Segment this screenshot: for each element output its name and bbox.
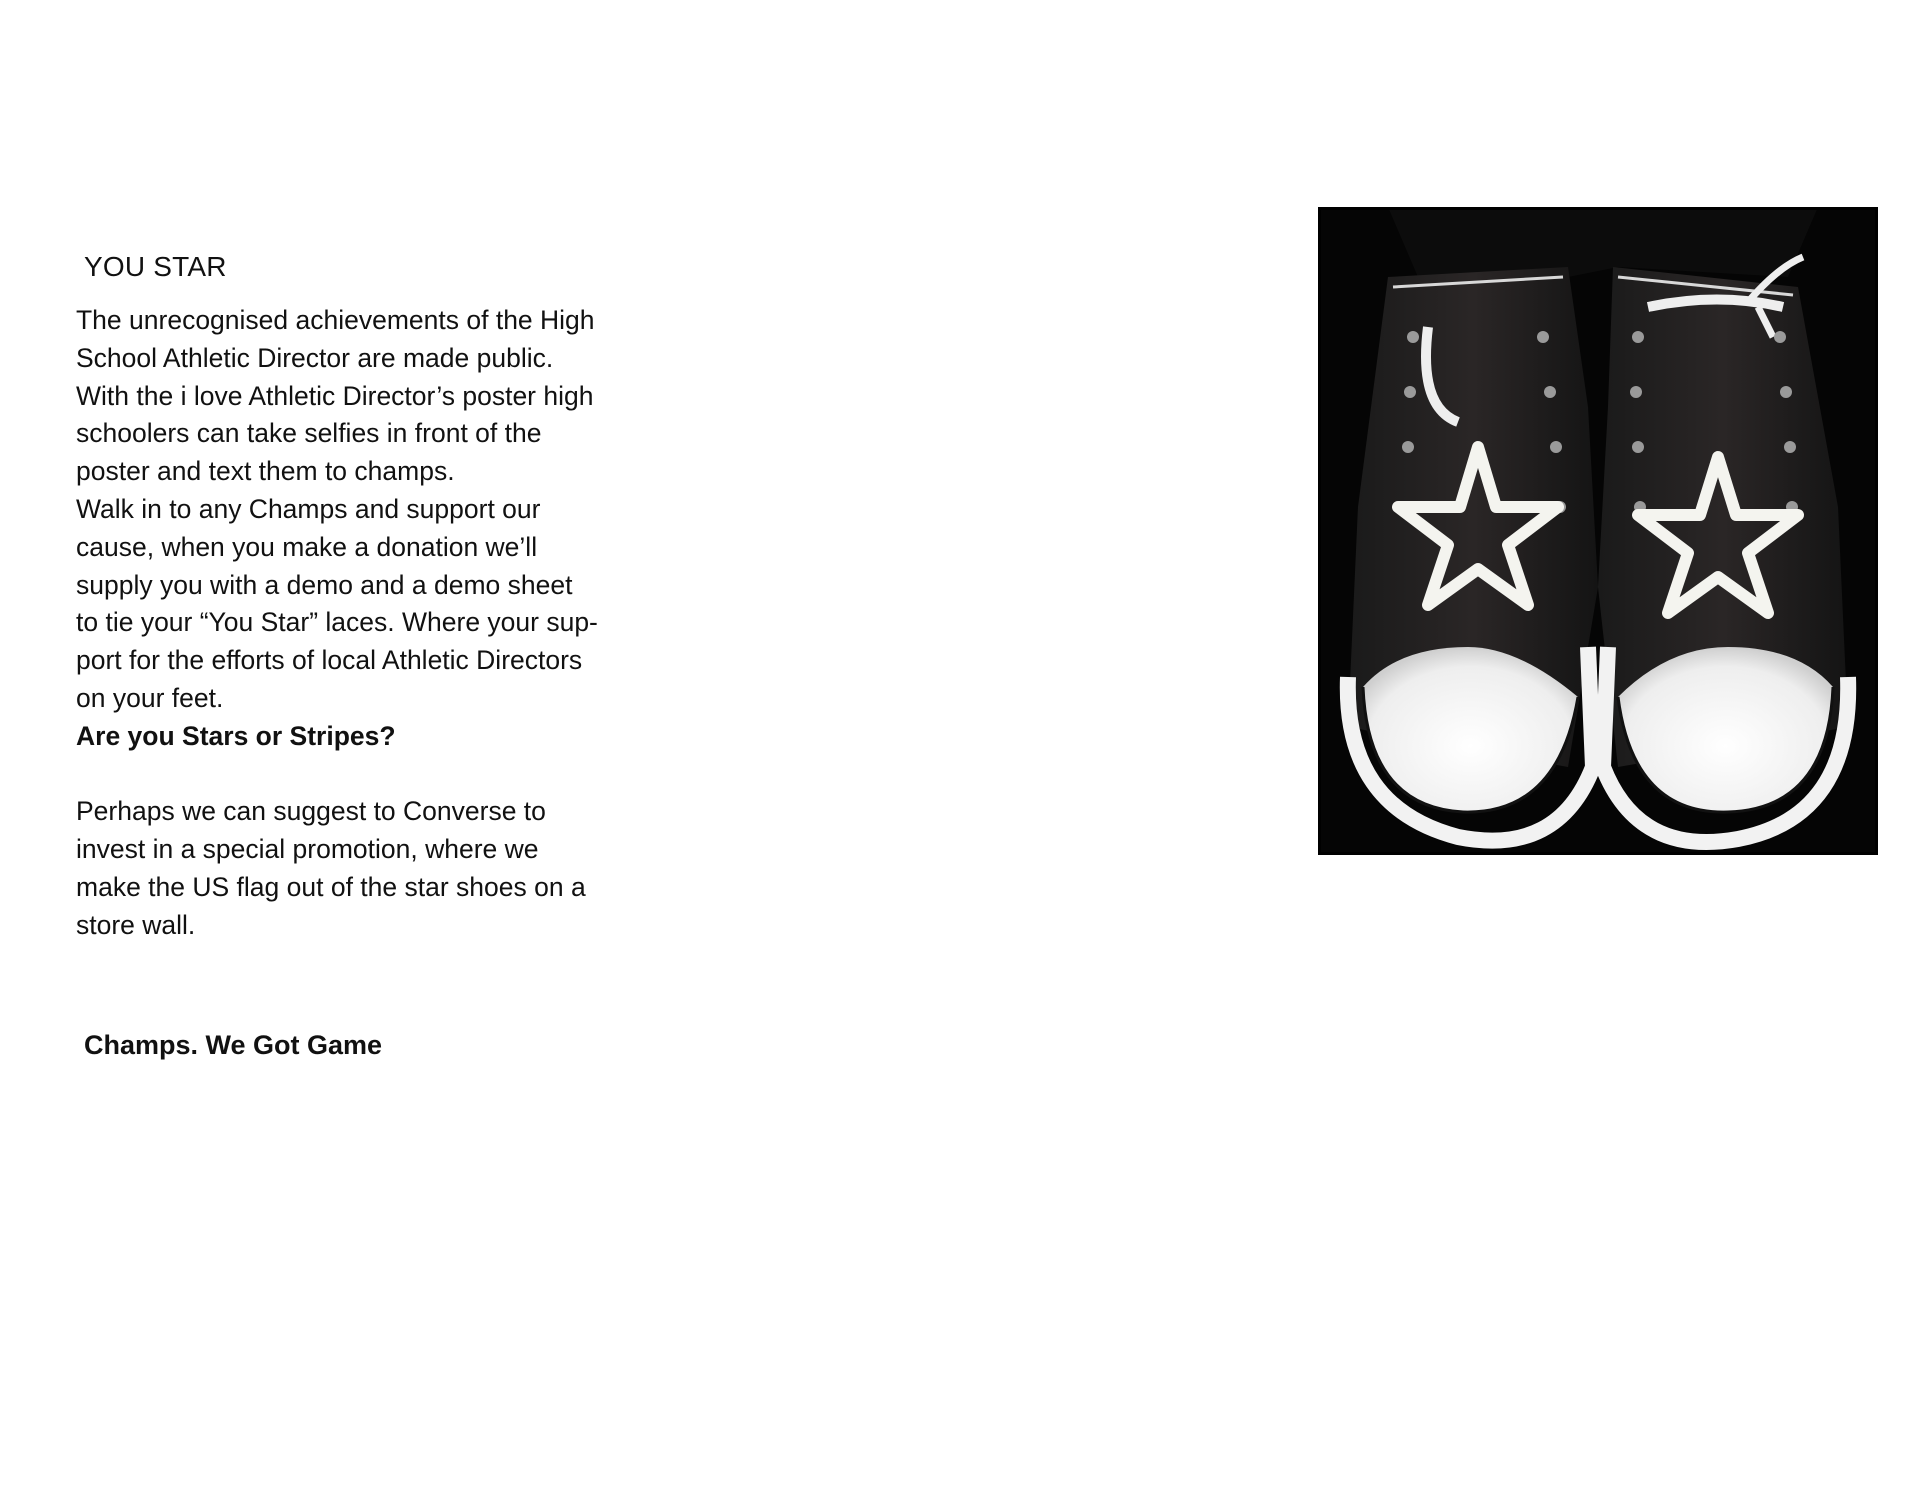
paragraph-line: cause, when you make a donation we’ll <box>76 531 538 562</box>
paragraph-line: on your feet. <box>76 682 224 713</box>
paragraph-spacer <box>76 756 636 794</box>
suggestion-line: make the US flag out of the star shoes on a <box>76 871 586 902</box>
question-line: Are you Stars or Stripes? <box>76 720 396 751</box>
paragraph-line: schoolers can take selfies in front of the <box>76 418 542 449</box>
page-heading: YOU STAR <box>84 251 227 282</box>
sneakers-photo <box>1318 207 1878 855</box>
suggestion-line: invest in a special promotion, where we <box>76 834 539 865</box>
suggestion-line: Perhaps we can suggest to Converse to <box>76 796 546 827</box>
paragraph-line: poster and text them to champs. <box>76 456 455 487</box>
suggestion-line: store wall. <box>76 909 196 940</box>
paragraph-line: School Athletic Director are made public. <box>76 342 554 373</box>
sneakers-illustration <box>1318 207 1878 855</box>
paragraph-line: to tie your “You Star” laces. Where your sup- <box>76 607 598 638</box>
left-shoe <box>1348 267 1598 841</box>
paragraph-line: supply you with a demo and a demo sheet <box>76 569 573 600</box>
paragraph-line: port for the efforts of local Athletic Directors <box>76 645 583 676</box>
paragraph-line: With the i love Athletic Director’s poster high <box>76 380 594 411</box>
text-column <box>76 250 636 945</box>
description-paragraph <box>76 302 636 945</box>
paragraph-line: Walk in to any Champs and support our <box>76 493 541 524</box>
paragraph-line: The unrecognised achievements of the High <box>76 305 595 335</box>
tagline: Champs. We Got Game <box>84 1030 383 1060</box>
